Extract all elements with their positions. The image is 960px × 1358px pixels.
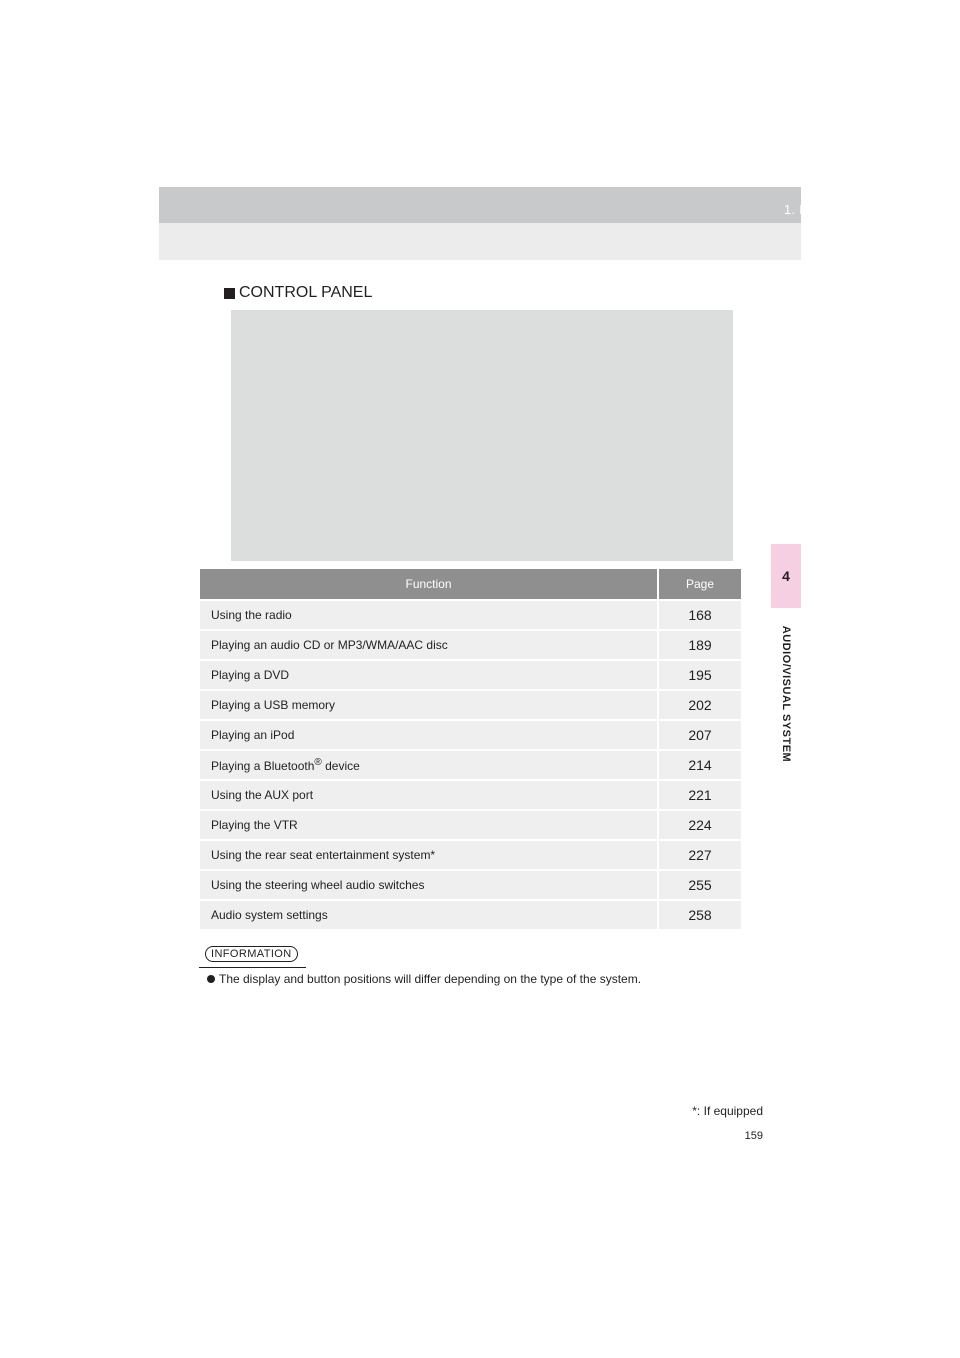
function-cell: Using the rear seat entertainment system*: [200, 840, 658, 870]
function-cell: Playing an iPod: [200, 720, 658, 750]
page-cell: 189: [658, 630, 741, 660]
information-text: The display and button positions will differ depending on the type of the system.: [219, 972, 642, 986]
table-row: [200, 900, 741, 929]
table-row: [200, 750, 741, 780]
heading-text: CONTROL PANEL: [239, 284, 373, 301]
header-subband: [159, 223, 801, 260]
function-cell: Audio system settings: [200, 900, 658, 929]
table-row: [200, 780, 741, 810]
table-row: [200, 630, 741, 660]
table-row: [200, 660, 741, 690]
page-cell: 258: [658, 900, 741, 929]
column-header-page: Page: [658, 569, 741, 600]
page-cell: 224: [658, 810, 741, 840]
page-number: 159: [744, 1130, 763, 1142]
function-cell: Using the AUX port: [200, 780, 658, 810]
function-cell: Playing the VTR: [200, 810, 658, 840]
function-cell: Playing an audio CD or MP3/WMA/AAC disc: [200, 630, 658, 660]
function-cell: Playing a USB memory: [200, 690, 658, 720]
function-cell: Playing a Bluetooth® device: [200, 750, 658, 780]
square-bullet-icon: [224, 288, 235, 299]
information-item: [207, 972, 641, 986]
page-cell: 227: [658, 840, 741, 870]
table-row: [200, 840, 741, 870]
function-cell: Using the radio: [200, 600, 658, 630]
table-row: [200, 870, 741, 900]
chapter-title: AUDIO/VISUAL SYSTEM: [780, 625, 792, 763]
header-band: [159, 187, 801, 223]
table-row: [200, 600, 741, 630]
page-cell: 207: [658, 720, 741, 750]
chapter-number: 4: [782, 568, 790, 584]
table-row: [200, 810, 741, 840]
chapter-tab[interactable]: [771, 544, 801, 608]
section-heading: [224, 284, 372, 302]
page-cell: 202: [658, 690, 741, 720]
page-cell: 214: [658, 750, 741, 780]
section-title: 1. BASIC OPERATION: [783, 202, 922, 217]
page-cell: 255: [658, 870, 741, 900]
column-header-function: Function: [200, 569, 658, 600]
bullet-icon: [207, 975, 215, 983]
function-cell: Playing a DVD: [200, 660, 658, 690]
information-divider: [199, 967, 306, 968]
page-cell: 168: [658, 600, 741, 630]
table-row: [200, 690, 741, 720]
table-row: [200, 720, 741, 750]
information-label: INFORMATION: [205, 946, 298, 962]
control-panel-image: [231, 310, 733, 561]
footnote: *: If equipped: [692, 1104, 763, 1118]
function-cell: Using the steering wheel audio switches: [200, 870, 658, 900]
function-table: [200, 569, 741, 929]
page-cell: 195: [658, 660, 741, 690]
page-cell: 221: [658, 780, 741, 810]
